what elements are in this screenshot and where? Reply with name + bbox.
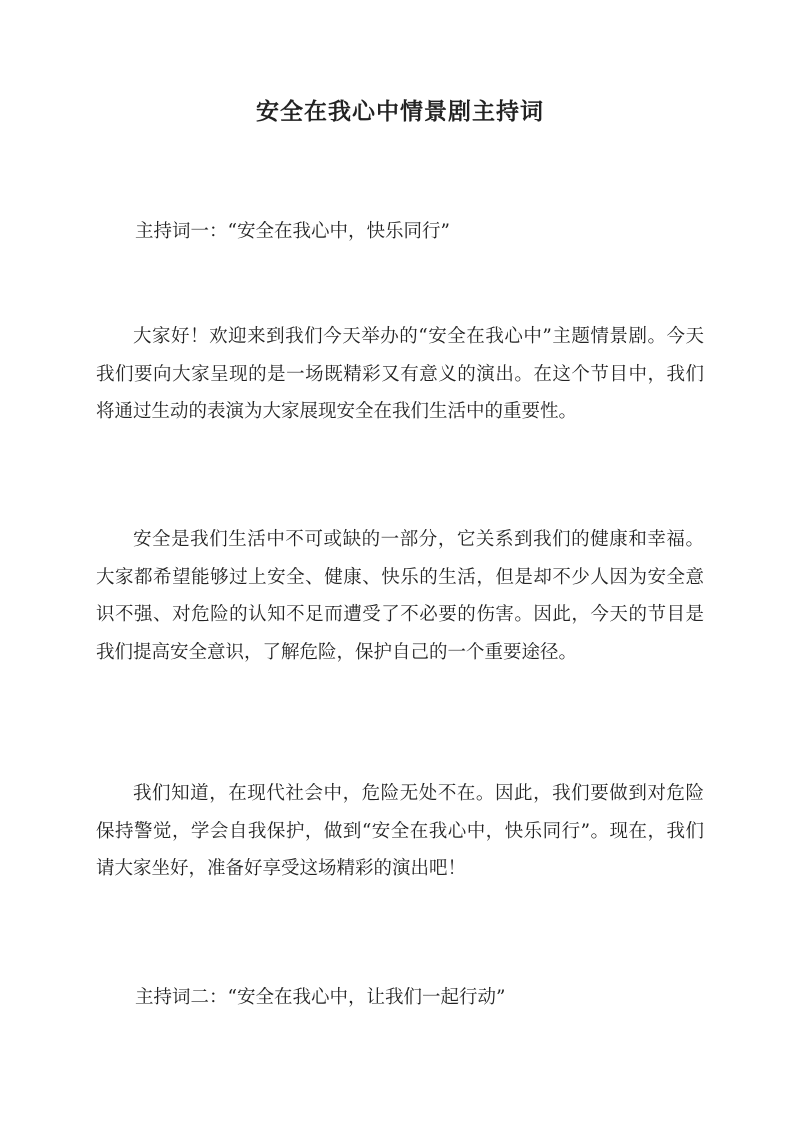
section-heading-1: 主持词一：“安全在我心中，快乐同行”: [135, 221, 450, 242]
section-heading-2: 主持词二：“安全在我心中，让我们一起行动”: [135, 987, 506, 1008]
document-title: 安全在我心中情景剧主持词: [256, 98, 544, 125]
paragraph-3: 我们知道，在现代社会中，危险无处不在。因此，我们要做到对危险保持警觉，学会自我保护，做到“安全在我心中，快乐同行”。现在，我们请大家坐好，准备好享受这场精彩的演出吧！: [96, 783, 704, 879]
paragraph-1: 大家好！欢迎来到我们今天举办的“安全在我心中”主题情景剧。今天我们要向大家呈现的是一场既精彩又有意义的演出。在这个节目中，我们将通过生动的表演为大家展现安全在我们生活中的重要性。: [96, 326, 704, 422]
paragraph-2: 安全是我们生活中不可或缺的一部分，它关系到我们的健康和幸福。大家都希望能够过上安全、健康、快乐的生活，但是却不少人因为安全意识不强、对危险的认知不足而遭受了不必要的伤害。因此，今天的节目是我们提高安全意识，了解危险，保护自己的一个重要途径。: [96, 529, 704, 663]
